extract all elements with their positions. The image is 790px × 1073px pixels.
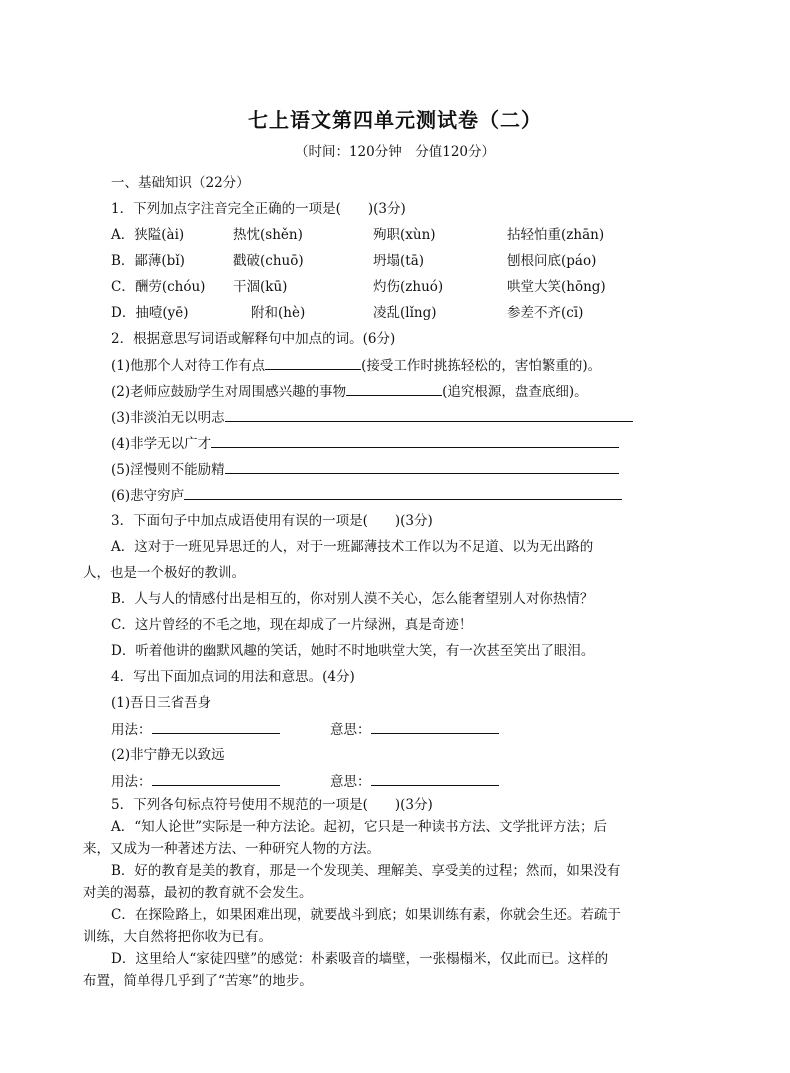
q2-s4-text: (4)非学无以广才	[111, 436, 212, 452]
q4-p2-usage	[111, 772, 280, 791]
q4-p1-usage	[111, 720, 280, 739]
q1-option-a-word1: A．狭隘(ài)	[111, 227, 185, 243]
q3-option-b: B．人与人的情感付出是相互的，你对别人漠不关心，怎么能奢望别人对你热情？	[111, 591, 594, 607]
q1-option-c-word4: 哄堂大笑(hōng)	[507, 279, 606, 295]
q4-p2-usage-label: 用法：	[111, 774, 152, 790]
q2-s4-answer-line[interactable]	[211, 434, 619, 448]
q5-option-c-line2: 训练，大自然将把你收为已有。	[83, 929, 272, 945]
q5-option-b-line2: 对美的渴慕，最初的教育就不会发生。	[83, 885, 313, 901]
exam-title: 七上语文第四单元测试卷（二）	[248, 108, 542, 132]
q1-option-b-word4: 刨根问底(páo)	[507, 253, 597, 269]
q2-s5-answer-line[interactable]	[225, 460, 619, 474]
q2-sentence-5	[111, 460, 619, 479]
q1-option-a-word3: 殉职(xùn)	[373, 227, 436, 243]
q4-stem: 4．写出下面加点词的用法和意思。(4分)	[111, 669, 355, 685]
q1-option-b-word2: 戳破(chuō)	[233, 253, 304, 269]
exam-subtitle: （时间：120分钟 分值120分）	[294, 144, 496, 160]
q5-option-b-line1: B．好的教育是美的教育，那是一个发现美、理解美、享受美的过程；然而，如果没有	[111, 863, 621, 879]
q3-stem: 3．下面句子中加点成语使用有误的一项是( )(3分)	[111, 513, 433, 529]
q1-option-c-word2: 干涸(kū)	[233, 279, 288, 295]
q5-option-a-line2: 来，又成为一种著述方法、一种研究人物的方法。	[83, 841, 380, 857]
q2-s1-after: (接受工作时挑拣轻松的，害怕繁重的)。	[361, 358, 602, 374]
q4-p2-meaning-label: 意思：	[330, 774, 371, 790]
q3-option-c: C．这片曾经的不毛之地，现在却成了一片绿洲，真是奇迹！	[111, 617, 473, 633]
q2-sentence-2	[111, 382, 588, 401]
q2-s1-answer-blank[interactable]	[265, 356, 361, 370]
q4-p2-meaning	[330, 772, 499, 791]
q1-option-a-word4: 拈轻怕重(zhān)	[507, 227, 605, 243]
q2-s3-text: (3)非淡泊无以明志	[111, 410, 225, 426]
q1-option-c-word3: 灼伤(zhuó)	[373, 279, 444, 295]
q1-option-b-word1: B．鄙薄(bǐ)	[111, 253, 185, 269]
q1-option-b-word3: 坍塌(tā)	[373, 253, 425, 269]
q5-option-c-line1: C．在探险路上，如果困难出现，就要战斗到底；如果训练有素，你就会生还。若疏于	[111, 907, 621, 923]
q2-s5-text: (5)淫慢则不能励精	[111, 462, 225, 478]
q2-s2-after: (追究根源，盘查底细)。	[442, 384, 588, 400]
q1-option-d-word4: 参差不齐(cī)	[507, 305, 584, 321]
q2-s3-answer-line[interactable]	[225, 408, 633, 422]
q2-s1-before: (1)他那个人对待工作有点	[111, 358, 266, 374]
q2-s6-answer-line[interactable]	[184, 486, 622, 500]
q2-sentence-4	[111, 434, 619, 453]
q5-option-a-line1: A．“知人论世”实际是一种方法论。起初，它只是一种读书方法、文学批评方法；后	[111, 819, 608, 835]
q5-stem: 5．下列各句标点符号使用不规范的一项是( )(3分)	[111, 797, 433, 813]
q2-sentence-3	[111, 408, 633, 427]
q2-s2-before: (2)老师应鼓励学生对周围感兴趣的事物	[111, 384, 347, 400]
q1-option-d-word3: 凌乱(lǐng)	[373, 305, 437, 321]
q2-s2-answer-blank[interactable]	[346, 382, 442, 396]
q4-p1-usage-blank[interactable]	[152, 720, 280, 734]
q4-phrase-1: (1)吾日三省吾身	[111, 695, 212, 711]
q5-option-d-line2: 布置，简单得几乎到了“苦寒”的地步。	[83, 973, 313, 989]
q4-p1-usage-label: 用法：	[111, 722, 152, 738]
q1-stem: 1．下列加点字注音完全正确的一项是( )(3分)	[111, 201, 406, 217]
q4-p2-meaning-blank[interactable]	[371, 772, 499, 786]
q4-phrase-2: (2)非宁静无以致远	[111, 747, 225, 763]
q4-p1-meaning	[330, 720, 499, 739]
q1-option-d-word1: D．抽噎(yē)	[111, 305, 189, 321]
q4-p2-usage-blank[interactable]	[152, 772, 280, 786]
q2-s6-text: (6)悲守穷庐	[111, 488, 185, 504]
q3-option-d: D．听着他讲的幽默风趣的笑话，她时不时地哄堂大笑，有一次甚至笑出了眼泪。	[111, 643, 595, 659]
q1-option-d-word2: 附和(hè)	[251, 305, 306, 321]
section-heading: 一、基础知识（22分）	[111, 175, 250, 191]
q3-option-a-line2: 人，也是一个极好的教训。	[83, 565, 245, 581]
q5-option-d-line1: D．这里给人“家徒四壁”的感觉：朴素吸音的墙壁，一张榻榻米，仅此而已。这样的	[111, 951, 609, 967]
q2-sentence-1	[111, 356, 601, 375]
q3-option-a-line1: A．这对于一班见异思迁的人，对于一班鄙薄技术工作以为不足道、以为无出路的	[111, 539, 594, 555]
q1-option-a-word2: 热忱(shěn)	[233, 227, 303, 243]
q4-p1-meaning-blank[interactable]	[371, 720, 499, 734]
q2-sentence-6	[111, 486, 622, 505]
q1-option-c-word1: C．酬劳(chóu)	[111, 279, 206, 295]
q2-stem: 2．根据意思写词语或解释句中加点的词。(6分)	[111, 331, 396, 347]
q4-p1-meaning-label: 意思：	[330, 722, 371, 738]
